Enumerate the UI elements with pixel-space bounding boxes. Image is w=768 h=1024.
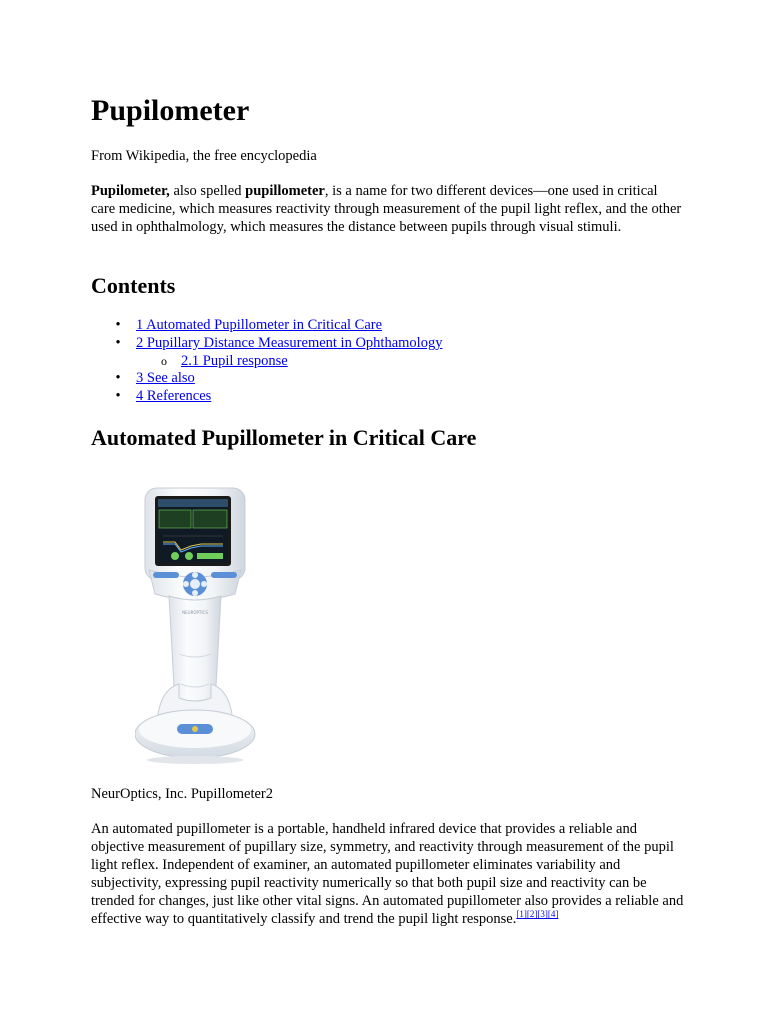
tagline: From Wikipedia, the free encyclopedia [91,148,317,164]
intro-term-pupillometer: pupillometer [245,183,325,199]
toc-item [91,317,442,335]
toc-link-critical-care[interactable]: 1 Automated Pupillometer in Critical Care [136,317,383,333]
section-heading: Automated Pupillometer in Critical Care [91,425,477,450]
contents-heading: Contents [91,273,176,298]
intro-paragraph [91,182,683,236]
circle-bullet-icon: o [161,353,167,368]
bullet-icon: • [115,334,121,351]
ref-link-1[interactable]: [1] [516,909,527,920]
ref-link-3[interactable]: [3] [537,909,548,920]
toc-link-pupillary-distance[interactable]: 2 Pupillary Distance Measurement in Ophthamology [136,334,443,351]
intro-text-2: , is a name for two different devices—one used in critical care medicine, which measures reactivity through measurement of the pupil light reflex, and the other used in ophthalmology, which measures the distance between pupils through visual stimuli. [91,183,682,235]
bullet-icon: • [115,388,121,405]
toc-link-references[interactable]: 4 References [136,388,212,405]
device-brand-mark: NEUROPTICS [182,610,208,615]
pupillometer-device-illustration [135,484,265,766]
table-of-contents [91,317,442,406]
toc-item [91,335,442,353]
figure-caption: NeurOptics, Inc. Pupillometer2 [91,786,274,802]
ref-link-4[interactable]: [4] [547,909,559,920]
bullet-icon: • [115,317,121,333]
toc-item [91,388,442,406]
section-paragraph [91,820,687,928]
intro-text-1: also spelled [169,183,246,199]
reference-links [516,911,558,927]
toc-subitem [91,353,442,371]
bullet-icon: • [115,370,121,387]
toc-item [91,370,442,388]
toc-link-see-also[interactable]: 3 See also [136,370,195,387]
pupillometer-device-image [135,484,265,766]
toc-link-pupil-response[interactable]: 2.1 Pupil response [181,352,288,369]
ref-link-2[interactable]: [2] [526,909,538,920]
device-right-button [211,572,237,578]
device-left-button [153,572,179,578]
intro-term-pupilometer: Pupilometer, [91,183,170,199]
page-title: Pupilometer [91,94,250,127]
section-paragraph-text: An automated pupillometer is a portable, handheld infrared device that provides a reliable and objective measurement of pupillary size, symmetry, and reactivity through measurement of the pupil light reflex. Independent of examiner, an automated pupillometer eliminates variability and subjectivity, expressing pupil reactivity numerically so that both pupil size and reactivity can be trended for changes, just like other vital signs. An automated pupillometer also provides a reliable and effective way to quantitatively classify and trend the pupil light response. [91,821,684,927]
